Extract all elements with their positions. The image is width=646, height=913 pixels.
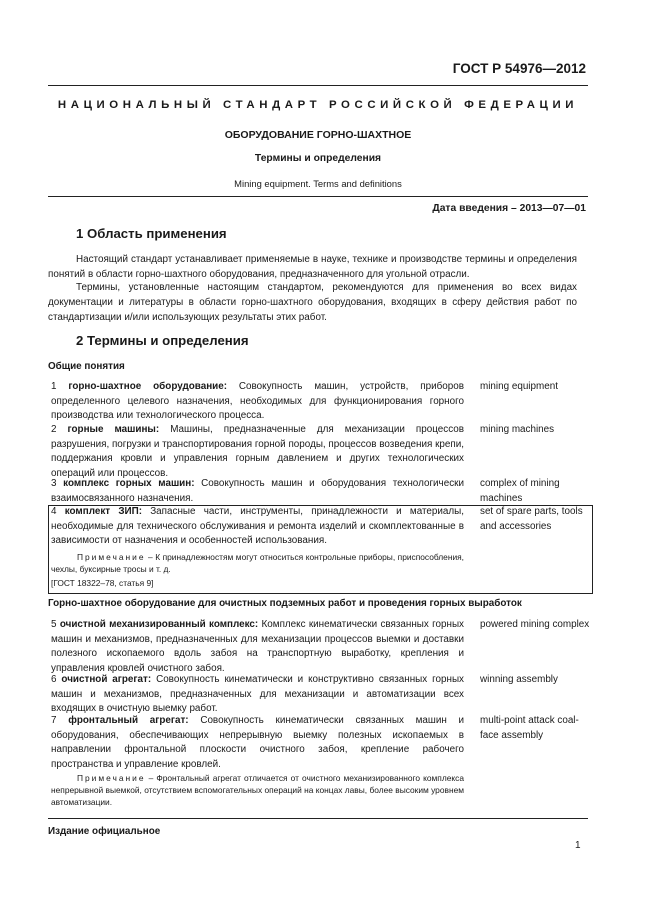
term-7-english: multi-point attack coal-face assembly xyxy=(480,715,579,741)
national-standard-banner: НАЦИОНАЛЬНЫЙ СТАНДАРТ РОССИЙСКОЙ ФЕДЕРАЦИИ xyxy=(57,99,579,111)
document-subtitle: Термины и определения xyxy=(254,153,382,164)
term-3: 3 комплекс горных машин: Совокупность машин и оборудования технологически взаимосвязанного назначения. xyxy=(51,478,464,504)
term-6-english: winning assembly xyxy=(480,674,558,685)
term-4-reference: [ГОСТ 18322–78, статья 9] xyxy=(51,578,154,588)
title-rule xyxy=(48,196,588,197)
term-4: 4 комплект ЗИП: Запасные части, инструменты, принадлежности и материалы, необходимые для технического обслуживания и ремонта изделий и скомплектованные в зависимости от назначения и особенностей использования. xyxy=(51,506,464,546)
face-equipment-heading: Горно-шахтное оборудование для очистных подземных работ и проведения горных выработок xyxy=(48,598,522,609)
official-edition: Издание официальное xyxy=(48,826,161,837)
term-6: 6 очистной агрегат: Совокупность кинематически и конструктивно связанных горных машин и механизмов, предназначенных для механизации и автоматизации всех входящих в очистную выемку работ. xyxy=(51,674,464,714)
term-4-english: set of spare parts, tools and accessories xyxy=(480,506,583,532)
document-title-english: Mining equipment. Terms and definitions xyxy=(234,178,402,189)
page-number: 1 xyxy=(575,840,581,851)
term-1: 1 горно-шахтное оборудование: Совокупность машин, устройств, приборов определенного целевого назначения, необходимых для функционирования горного производства или технологического процесса. xyxy=(51,381,464,421)
term-5-english: powered mining complex xyxy=(480,619,590,630)
section-1-paragraph-2: Термины, установленные настоящим стандартом, рекомендуются для применения во всех видах документации и литературы в области горно-шахтного оборудования, входящих в сферу действия работ по стандартизации и/или использующих результаты этих работ. xyxy=(48,282,577,323)
term-1-english: mining equipment xyxy=(480,381,558,392)
term-4-note: Примечание – К принадлежностям могут относиться контрольные приборы, приспособления, чехлы, буксирные тросы и т. д. xyxy=(51,552,464,574)
term-3-english: complex of mining machines xyxy=(480,478,560,504)
footer-rule xyxy=(48,818,588,819)
section-1-heading: 1 Область применения xyxy=(76,226,227,241)
standard-number: ГОСТ Р 54976—2012 xyxy=(452,61,586,76)
top-rule xyxy=(48,85,588,86)
term-2-english: mining machines xyxy=(480,424,555,435)
general-concepts-heading: Общие понятия xyxy=(48,361,125,372)
term-7: 7 фронтальный агрегат: Совокупность кинематически связанных машин и оборудования, обеспечивающих непрерывную выемку полезных ископаемых в направлении фронтальной плоскости очистного забоя, крепление рабочего пространства и управление кровлей. xyxy=(51,715,465,770)
term-7-note: Примечание – Фронтальный агрегат отличается от очистного механизированного комплекса непрерывной выемкой, отсутствием вспомогательных операций на концах лавы, более высоким уровнем автоматизации. xyxy=(51,773,464,807)
section-2-heading: 2 Термины и определения xyxy=(76,333,249,348)
section-1-paragraph-1: Настоящий стандарт устанавливает применяемые в науке, технике и производстве термины и определения понятий в области горно-шахтного оборудования, предназначенного для угольной отрасли. xyxy=(48,254,577,280)
term-5: 5 очистной механизированный комплекс: Комплекс кинематически связанных горных машин и механизмов, предназначенных для механизации процессов выемки и доставки полезного ископаемого вдоль забоя на транспортную выработку, крепления и управления кровлей очистного забоя. xyxy=(51,619,464,674)
term-2: 2 горные машины: Машины, предназначенные для механизации процессов разрушения, погрузки и транспортирования горной породы, процессов возведения крепи, поддержания кровли и управления горным давлением и других технологических операций или процессов. xyxy=(51,424,464,479)
introduction-date: Дата введения – 2013—07—01 xyxy=(432,203,586,214)
document-title: ОБОРУДОВАНИЕ ГОРНО-ШАХТНОЕ xyxy=(224,129,412,141)
